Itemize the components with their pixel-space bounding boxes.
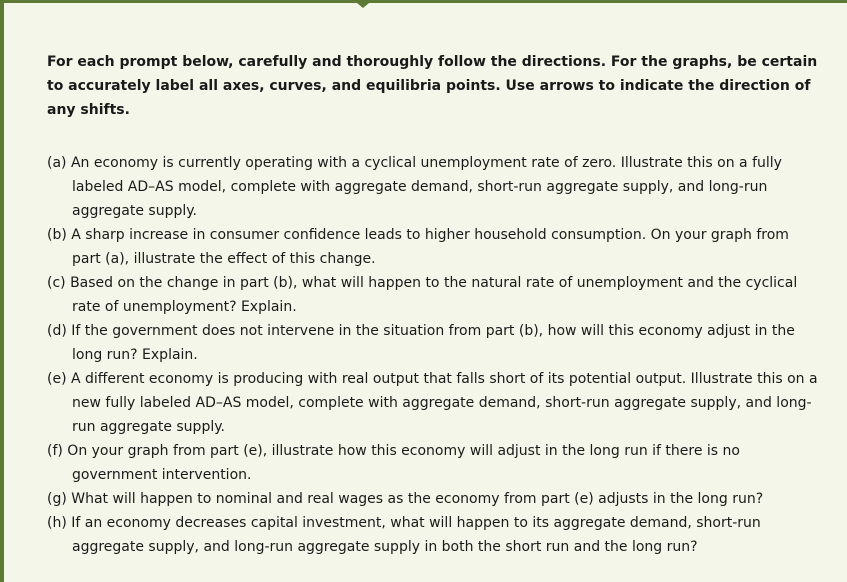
prompt-list	[47, 151, 822, 559]
prompt-c: (c) Based on the change in part (b), what will happen to the natural rate of unemployment and the cyclical rate of unemployment? Explain.	[47, 275, 798, 315]
prompt-b: (b) A sharp increase in consumer confidence leads to higher household consumption. On your graph from part (a), illustrate the effect of this change.	[47, 227, 789, 267]
prompt-d: (d) If the government does not intervene in the situation from part (b), how will this economy adjust in the long run? Explain.	[47, 323, 795, 363]
prompt-e: (e) A different economy is producing with real output that falls short of its potential output. Illustrate this on a new fully labeled AD–AS model, complete with aggregate demand, short-run aggregate supply, and long-run aggregate supply.	[47, 371, 818, 435]
prompt-g: (g) What will happen to nominal and real wages as the economy from part (e) adjusts in the long run?	[47, 491, 764, 507]
question-content	[47, 50, 822, 559]
directions-text: For each prompt below, carefully and thoroughly follow the directions. For the graphs, be certain to accurately label all axes, curves, and equilibria points. Use arrows to indicate the direction of any shifts.	[47, 54, 818, 118]
prompt-f: (f) On your graph from part (e), illustrate how this economy will adjust in the long run if there is no government intervention.	[47, 443, 740, 483]
prompt-a: (a) An economy is currently operating with a cyclical unemployment rate of zero. Illustrate this on a fully labeled AD–AS model, complete with aggregate demand, short-run aggregate supply, and long-run aggregate supply.	[47, 155, 782, 219]
prompt-h: (h) If an economy decreases capital investment, what will happen to its aggregate demand, short-run aggregate supply, and long-run aggregate supply in both the short run and the long run?	[47, 515, 761, 555]
panel-notch	[357, 3, 369, 8]
